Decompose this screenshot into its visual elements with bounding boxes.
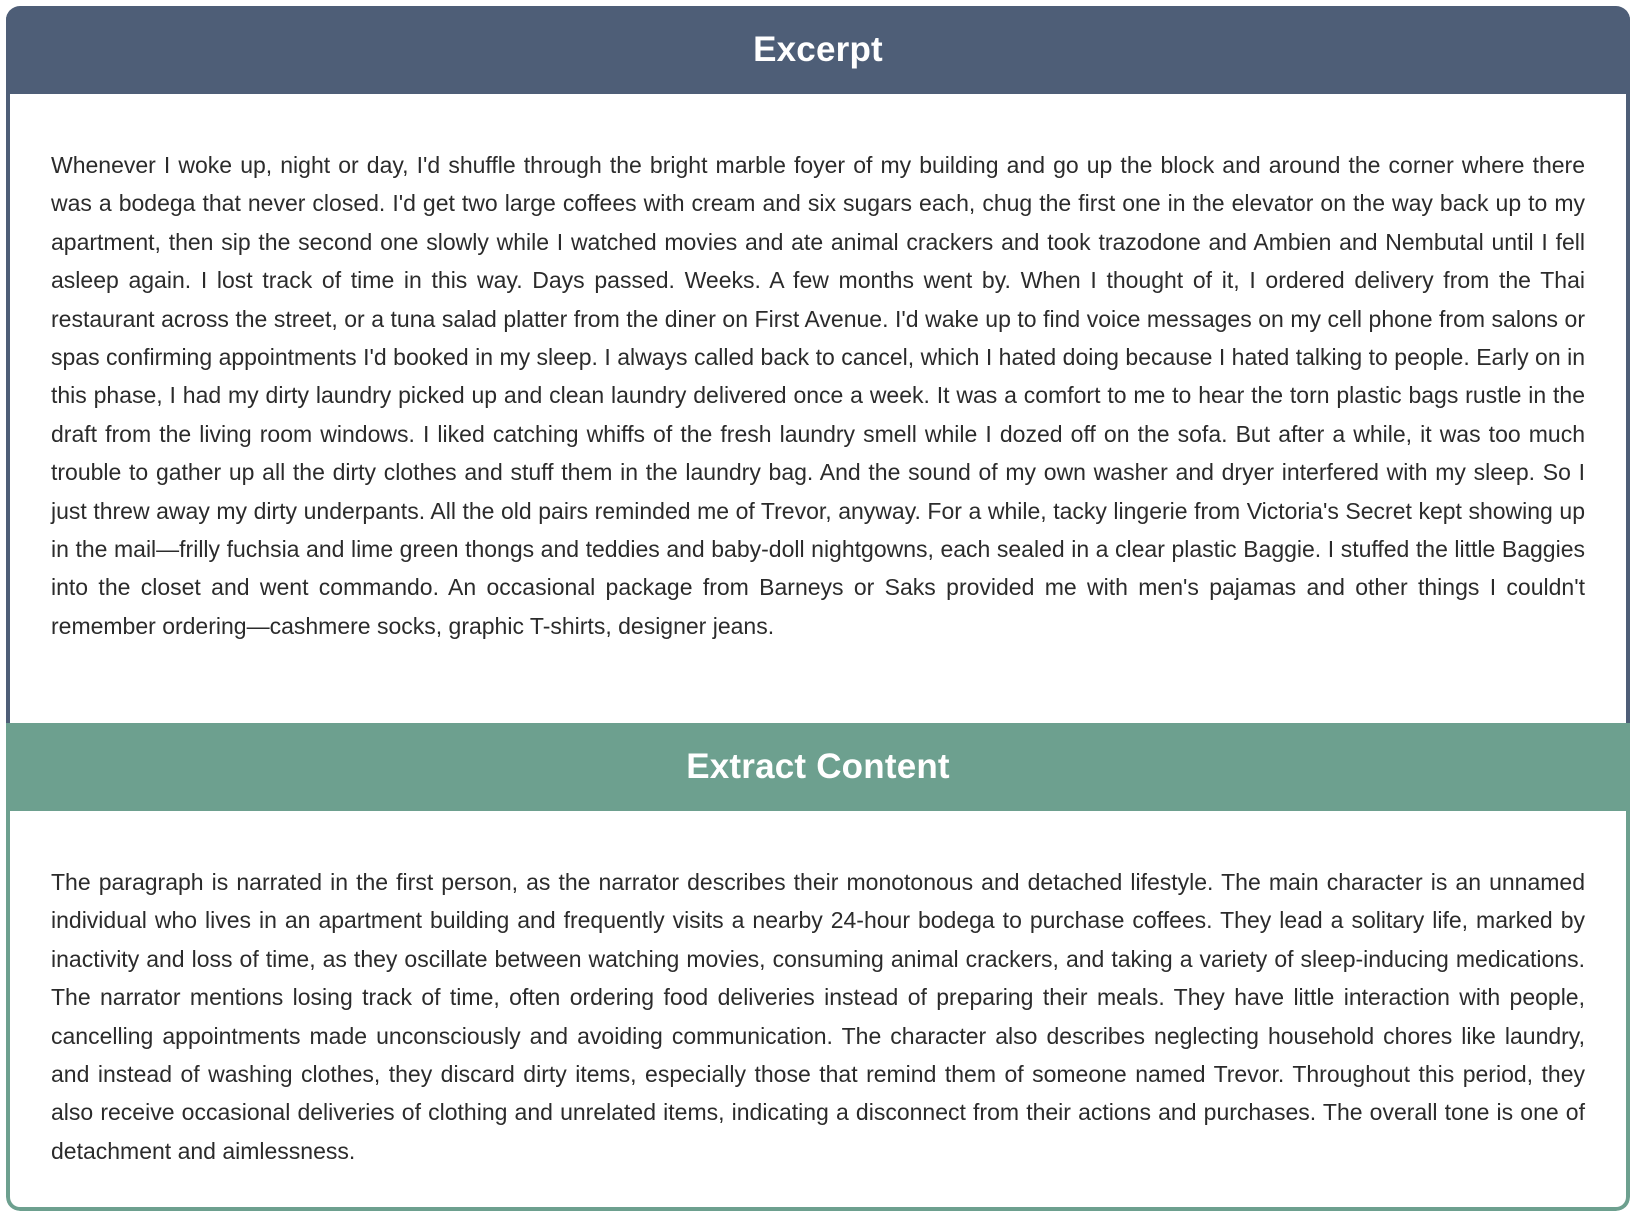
extract-text: The paragraph is narrated in the first person, as the narrator describes their monotonous and detached lifestyle. The main character is an unnamed individual who lives in an apartment building and frequently visits a nearby 24-hour bodega to purchase coffees. They lead a solitary life, marked by inactivity and loss of time, as they oscillate between watching movies, consuming animal crackers, and taking a variety of sleep-inducing medications. The narrator mentions losing track of time, often ordering food deliveries instead of preparing their meals. They have little interaction with people, cancelling appointments made unconsciously and avoiding communication. The character also describes neglecting household chores like laundry, and instead of washing clothes, they discard dirty items, especially those that remind them of someone named Trevor. Throughout this period, they also receive occasional deliveries of clothing and unrelated items, indicating a disconnect from their actions and purchases. The overall tone is one of detachment and aimlessness. — [51, 869, 1585, 1164]
excerpt-section — [6, 6, 1630, 723]
extract-title: Extract Content — [686, 747, 950, 786]
extract-body — [10, 811, 1626, 1170]
extract-section — [6, 723, 1630, 1211]
excerpt-text: Whenever I woke up, night or day, I'd shuffle through the bright marble foyer of my building and go up the block and around the corner where there was a bodega that never closed. I'd get two large coffees with cream and six sugars each, chug the first one in the elevator on the way back up to my apartment, then sip the second one slowly while I watched movies and ate animal crackers and took trazodone and Ambien and Nembutal until I fell asleep again. I lost track of time in this way. Days passed. Weeks. A few months went by. When I thought of it, I ordered delivery from the Thai restaurant across the street, or a tuna salad platter from the diner on First Avenue. I'd wake up to find voice messages on my cell phone from salons or spas confirming appointments I'd booked in my sleep. I always called back to cancel, which I hated doing because I hated talking to people. Early on in this phase, I had my dirty laundry picked up and clean laundry delivered once a week. It was a comfort to me to hear the torn plastic bags rustle in the draft from the living room windows. I liked catching whiffs of the fresh laundry smell while I dozed off on the sofa. But after a while, it was too much trouble to gather up all the dirty clothes and stuff them in the laundry bag. And the sound of my own washer and dryer interfered with my sleep. So I just threw away my dirty underpants. All the old pairs reminded me of Trevor, anyway. For a while, tacky lingerie from Victoria's Secret kept showing up in the mail—frilly fuchsia and lime green thongs and teddies and baby-doll nightgowns, each sealed in a clear plastic Baggie. I stuffed the little Baggies into the closet and went commando. An occasional package from Barneys or Saks provided me with men's pajamas and other things I couldn't remember ordering—cashmere socks, graphic T-shirts, designer jeans. — [51, 152, 1585, 639]
excerpt-title: Excerpt — [753, 30, 883, 69]
excerpt-header — [6, 6, 1630, 94]
excerpt-body — [10, 94, 1626, 645]
extract-header — [6, 723, 1630, 811]
content-card — [6, 6, 1630, 1211]
